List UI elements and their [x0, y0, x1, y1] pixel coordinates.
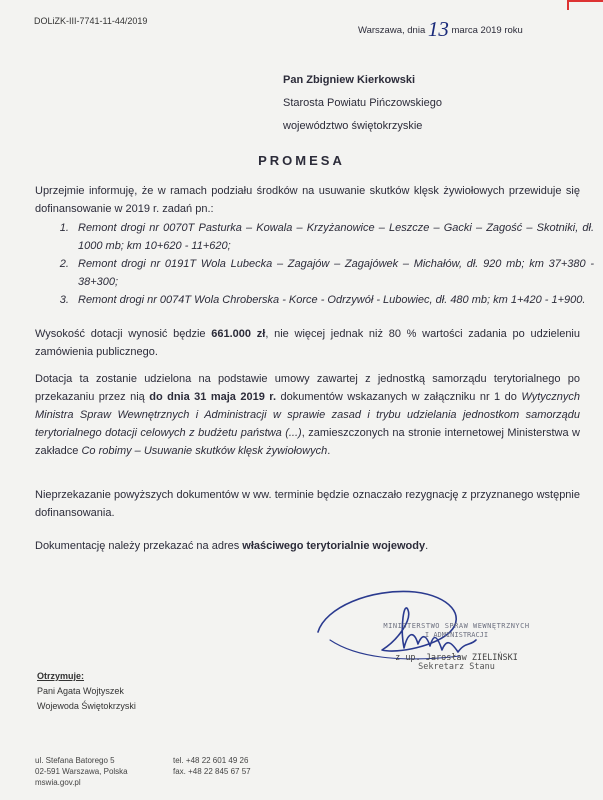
conditions-deadline: do dnia 31 maja 2019 r. [149, 391, 277, 403]
address-before: Dokumentację należy przekazać na adres [35, 540, 240, 552]
task-item-2: 2. Remont drogi nr 0191T Wola Lubecka – Zagajów – Zagajówek – Michałów, dł. 920 mb; km 37+380 - 38+300; [72, 255, 594, 291]
conditions-tab-name: Co robimy – Usuwanie skutków klęsk żywiołowych [81, 445, 328, 457]
address-paragraph [35, 537, 580, 555]
date-line [358, 14, 523, 39]
footer-address [35, 755, 128, 788]
footer-web: mswia.gov.pl [35, 778, 81, 787]
footer-street: ul. Stefana Batorego 5 [35, 756, 115, 765]
stamp-ministry: MINISTERSTWO SPRAW WEWNĘTRZNYCH [383, 622, 530, 630]
task-item-1: 1. Remont drogi nr 0070T Pasturka – Kowala – Krzyżanowice – Leszcze – Gacki – Zagość – Skotniki, dł. 1000 mb; km 10+620 - 11+620; [72, 219, 594, 255]
task-list [60, 219, 594, 309]
recipients-block [37, 669, 136, 714]
amount-after: , nie więcej jednak niż 80 % wartości zadania po udzieleniu zamówienia publicznego. [35, 328, 580, 358]
recipient-copy-name: Pani Agata Wojtyszek [37, 686, 124, 696]
conditions-text-4: . [327, 445, 331, 457]
conditions-text-1: Dotacja ta zostanie udzielona na podstawie umowy zawartej z jednostką samorządu terytorialnego po przekazaniu przez nią [35, 373, 580, 403]
date-prefix: Warszawa, dnia [358, 25, 426, 36]
footer-tel: tel. +48 22 601 49 26 [173, 756, 249, 765]
intro-paragraph: Uprzejmie informuję, że w ramach podziału środków na usuwanie skutków klęsk żywiołowych przewiduje się dofinansowanie w 2019 r. zadań pn.: [35, 185, 580, 215]
official-stamp [374, 622, 539, 672]
conditions-paragraph [35, 370, 580, 460]
conditions-text-2: dokumentów wskazanych w załączniku nr 1 do [280, 391, 517, 403]
conditions-text-3: , zamieszczonych na stronie internetowej Ministerstwa w zakładce [35, 427, 580, 457]
deadline-paragraph: Nieprzekazanie powyższych dokumentów w ww. terminie będzie oznaczało rezygnację z przyznanego wstępnie dofinansowania. [35, 489, 580, 519]
footer-fax: fax. +48 22 845 67 57 [173, 767, 251, 776]
amount-paragraph [35, 325, 580, 361]
stamp-ministry-2: I ADMINISTRACJI [424, 631, 489, 639]
document-title: PROMESA [258, 153, 345, 168]
recipient-name: Pan Zbigniew Kierkowski [283, 74, 416, 86]
address-bold: właściwego terytorialnie wojewody [242, 540, 426, 552]
footer-city: 02-591 Warszawa, Polska [35, 767, 128, 776]
amount-before: Wysokość dotacji wynosić będzie [35, 328, 206, 340]
footer-contact [173, 755, 251, 777]
recipients-label: Otrzymuje: [37, 671, 85, 681]
amount-value: 661.000 zł [211, 328, 266, 340]
task-item-3: 3. Remont drogi nr 0074T Wola Chroberska - Korce - Odrzywół - Lubowiec, dł. 480 mb; km 1+420 - 1+900. [72, 291, 594, 309]
recipient-title: Starosta Powiatu Pińczowskiego [283, 97, 442, 109]
page-corner-mark [567, 0, 603, 10]
date-day-handwritten: 13 [427, 17, 449, 41]
date-suffix: marca 2019 roku [451, 25, 523, 36]
recipient-copy-role: Wojewoda Świętokrzyski [37, 701, 136, 711]
reference-number: DOLiZK-III-7741-11-44/2019 [34, 16, 148, 26]
stamp-role: Sekretarz Stanu [418, 662, 495, 672]
conditions-guidelines: Wytycznych Ministra Spraw Wewnętrznych i Administracji w sprawie zasad i trybu udzielania jednostkom samorządu terytorialnego dotacji celowych z budżetu państwa (...) [35, 391, 580, 439]
recipient-region: województwo świętokrzyskie [283, 120, 423, 132]
address-after: . [425, 540, 429, 552]
stamp-signer: z up. Jarosław ZIELIŃSKI [395, 653, 518, 663]
